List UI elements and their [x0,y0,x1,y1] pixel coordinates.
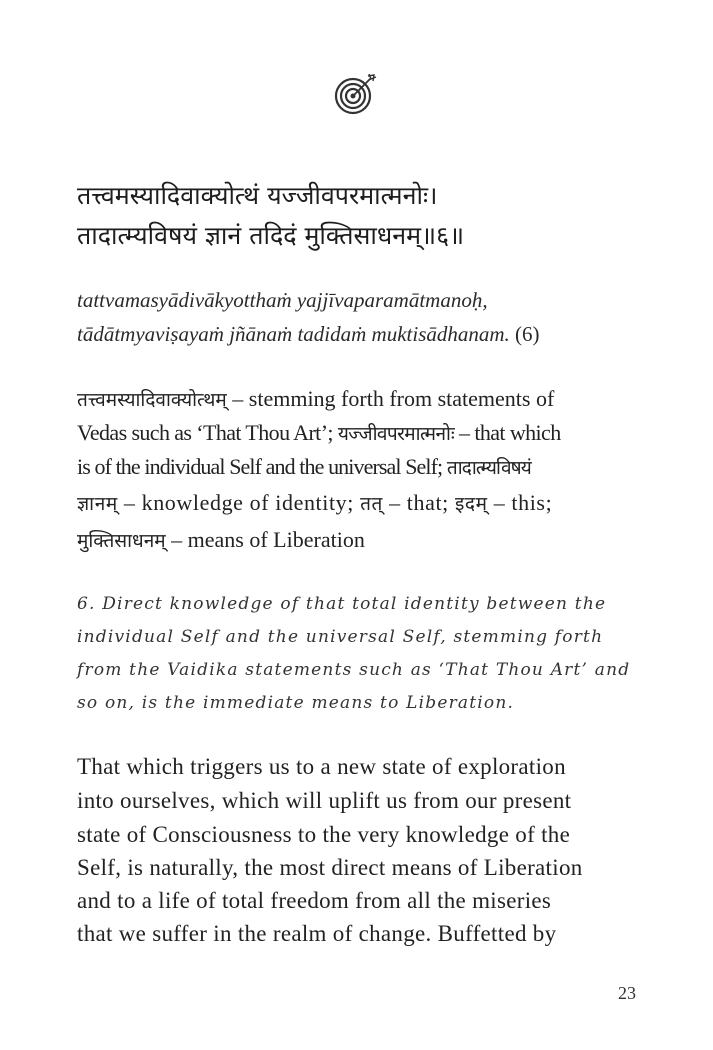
body-line: into ourselves, which will uplift us from our present [77,788,572,813]
transliteration-line-2: tādātmyaviṣayaṁ jñānaṁ tadidaṁ muktisādhanam. (6) [77,322,540,346]
verse-line-2: तादात्म्यविषयं ज्ञानं तदिदं मुक्तिसाधनम्॥६॥ [77,221,465,250]
verse-line-1: तत्त्वमस्यादिवाक्योत्थं यज्जीवपरमात्मनोः। [77,181,438,210]
body-line: and to a life of total freedom from all the miseries [77,888,552,913]
page-number: 23 [618,983,636,1003]
translation-line: 6. Direct knowledge of that total identity between the [77,594,607,614]
body-line: state of Consciousness to the very knowledge of the [77,822,571,847]
transliteration-line-1: tattvamasyādivākyotthaṁ yajjīvaparamātmanoḥ, [77,288,488,312]
translation-line: individual Self and the universal Self, stemming forth [77,627,604,647]
glossary-line-1: तत्त्वमस्यादिवाक्योत्थम् – stemming forth from statements of [77,386,555,411]
glossary-line-5: मुक्तिसाधनम् – means of Liberation [77,527,365,552]
glossary-line-3: is of the individual Self and the universal Self; तादात्म्यविषयं [77,454,531,479]
body-line: That which triggers us to a new state of exploration [77,754,566,779]
translation-line: from the Vaidika statements such as ‘That Thou Art’ and [77,660,631,680]
glossary-line-2: Vedas such as ‘That Thou Art’; यज्जीवपरमात्मनोः – that which [77,420,561,445]
body-line: Self, is naturally, the most direct means of Liberation [77,855,583,880]
target-icon [333,72,377,116]
translation-line: so on, is the immediate means to Liberation. [77,693,515,713]
body-line: that we suffer in the realm of change. Buffetted by [77,921,557,946]
glossary-line-4: ज्ञानम् – knowledge of identity; तत् – that; इदम् – this; [77,490,553,515]
